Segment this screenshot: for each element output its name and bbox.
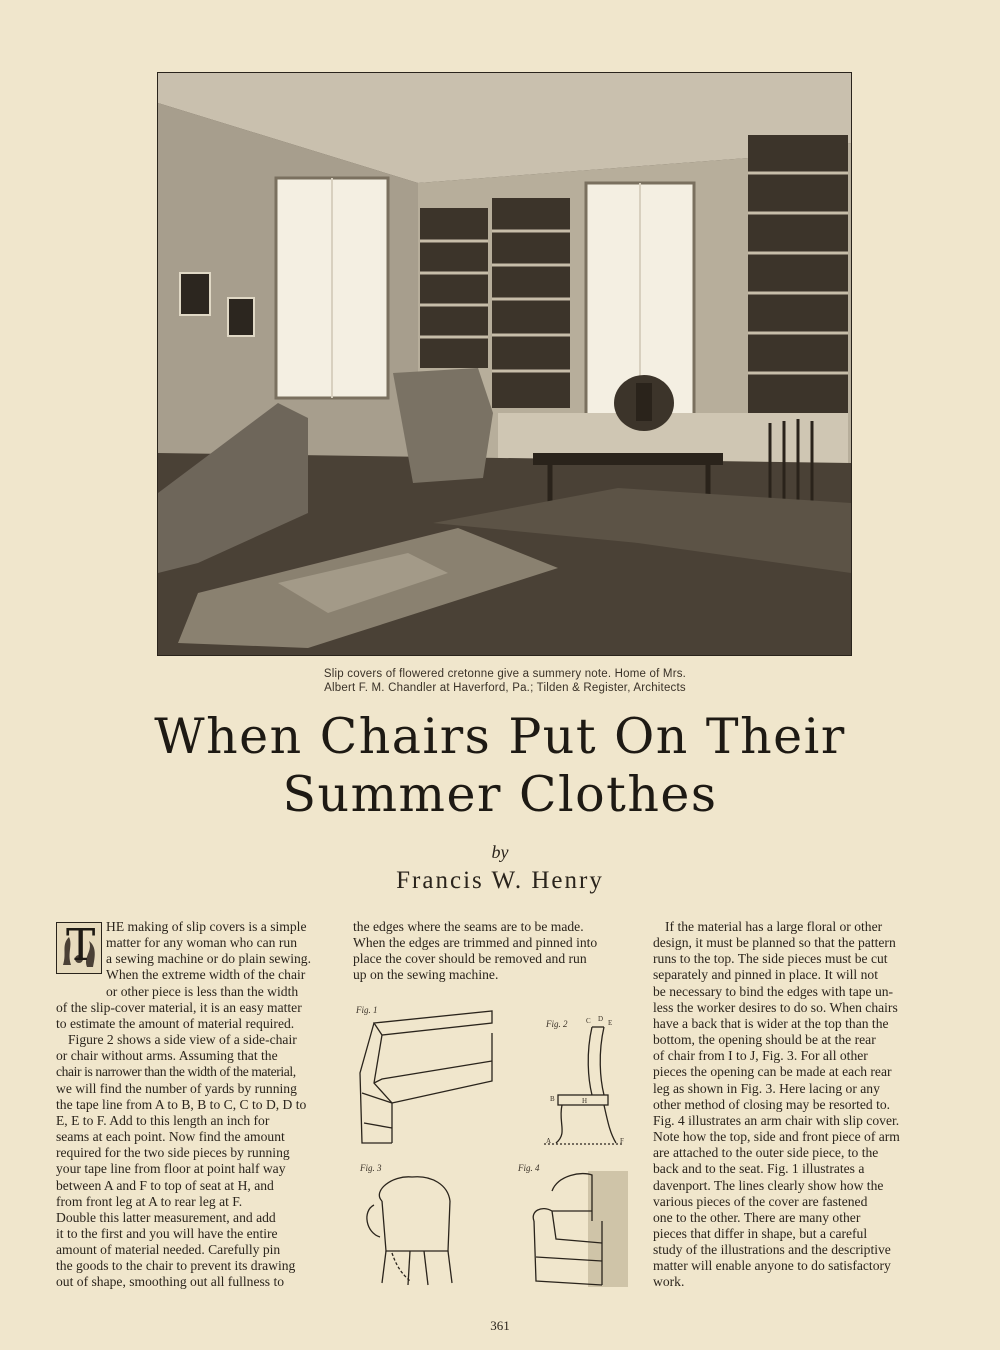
text-line: design, it must be planned so that the pattern: [653, 935, 896, 951]
text-line: required for the two side pieces by running: [56, 1145, 290, 1161]
figure-1-davenport: [352, 1003, 522, 1153]
text-column-1: [56, 919, 346, 1291]
text-line: your tape line from floor at point half way: [56, 1161, 286, 1177]
photo-caption: [150, 667, 860, 695]
drop-cap-letter: T: [66, 922, 96, 971]
figure-3-label: Fig. 3: [360, 1163, 382, 1173]
text-line: When the edges are trimmed and pinned into: [353, 935, 598, 951]
text-line: to estimate the amount of material required.: [56, 1015, 295, 1031]
text-line: are attached to the outer side piece, to the: [653, 1145, 879, 1161]
fig-2-letter-e: E: [608, 1019, 613, 1027]
text-line: various pieces of the cover are fastened: [653, 1193, 868, 1209]
fig-2-letter-a: A: [546, 1137, 552, 1145]
text-line: out of shape, smoothing out all fullness to: [56, 1274, 285, 1290]
text-line: the tape line from A to B, B to C, C to D, D to: [56, 1096, 307, 1112]
text-line: back and to the seat. Fig. 1 illustrates a: [653, 1161, 865, 1177]
text-line: matter will enable anyone to do satisfactory: [653, 1258, 891, 1274]
text-line: When the extreme width of the chair: [106, 967, 306, 983]
text-line: have a back that is wider at the top than the: [653, 1015, 889, 1031]
slip-cover-figures: [352, 1003, 648, 1293]
byline: by: [491, 842, 509, 862]
author-name: Francis W. Henry: [396, 867, 604, 894]
text-line: Figure 2 shows a side view of a side-chair: [68, 1032, 297, 1048]
figure-2-side-chair: [532, 1013, 642, 1153]
text-line: one to the other. There are many other: [653, 1209, 861, 1225]
fig-2-letter-c: C: [586, 1017, 591, 1025]
text-line: it to the first and you will have the entire: [56, 1225, 278, 1241]
text-line: E, E to F. Add to this length an inch for: [56, 1112, 270, 1128]
text-line: Note how the top, side and front piece of arm: [653, 1129, 900, 1145]
fig-2-letter-d: D: [598, 1015, 604, 1023]
text-line: we will find the number of yards by running: [56, 1080, 297, 1096]
text-line: work.: [653, 1274, 685, 1290]
title-line: Summer Clothes: [282, 766, 718, 823]
text-line: seams at each point. Now find the amount: [56, 1129, 285, 1145]
text-line: Fig. 4 illustrates an arm chair with slip cover.: [653, 1112, 900, 1128]
figure-4-label: Fig. 4: [518, 1163, 540, 1173]
text-line: between A and F to top of seat at H, and: [56, 1177, 274, 1193]
text-line: from front leg at A to rear leg at F.: [56, 1193, 243, 1209]
fig-2-letter-b: B: [550, 1095, 555, 1103]
text-line: up on the sewing machine.: [353, 967, 499, 983]
text-line: pieces that differ in shape, but a careful: [653, 1225, 868, 1241]
text-line: chair is narrower than the width of the material,: [56, 1064, 296, 1080]
text-line: of chair from I to J, Fig. 3. For all other: [653, 1048, 868, 1064]
text-line: or chair without arms. Assuming that the: [56, 1048, 278, 1064]
text-line: the edges where the seams are to be made.: [353, 919, 584, 934]
text-line: davenport. The lines clearly show how the: [653, 1177, 884, 1193]
text-line: other method of closing may be resorted to.: [653, 1096, 891, 1112]
text-line: runs to the top. The side pieces must be cut: [653, 951, 888, 967]
text-line: leg as shown in Fig. 3. Here lacing or any: [653, 1080, 880, 1096]
article-title: [60, 708, 940, 824]
fig-2-letter-h: H: [582, 1097, 588, 1105]
text-line: of the slip-cover material, it is an easy matter: [56, 999, 302, 1015]
text-line: place the cover should be removed and run: [353, 951, 587, 967]
text-line: HE making of slip covers is a simple: [106, 919, 307, 934]
text-line: a sewing machine or do plain sewing.: [106, 951, 311, 967]
figure-4-arm-chair: [512, 1161, 648, 1293]
page-number: 361: [490, 1318, 510, 1333]
fig-2-letter-f: F: [620, 1137, 624, 1145]
caption-line: Slip covers of flowered cretonne give a summery note. Home of Mrs.: [323, 668, 687, 680]
room-photograph: [157, 72, 852, 656]
text-line: pieces the opening can be made at each rear: [653, 1064, 892, 1080]
text-line: matter for any woman who can run: [106, 935, 298, 951]
title-line: When Chairs Put On Their: [154, 708, 846, 765]
text-line: If the material has a large floral or other: [665, 919, 883, 934]
text-line: or other piece is less than the width: [106, 983, 299, 999]
text-column-2: [353, 919, 643, 984]
figure-3-chair-rear: [352, 1161, 492, 1293]
text-line: separately and pinned in place. It will not: [653, 967, 878, 983]
text-line: the goods to the chair to prevent its drawing: [56, 1258, 296, 1274]
text-line: bottom, the opening should be at the rear: [653, 1032, 876, 1048]
text-line: be necessary to bind the edges with tape un-: [653, 983, 894, 999]
figure-1-label: Fig. 1: [356, 1005, 378, 1015]
figure-2-label: Fig. 2: [546, 1019, 568, 1029]
text-line: amount of material needed. Carefully pin: [56, 1242, 281, 1258]
text-line: study of the illustrations and the descriptive: [653, 1242, 891, 1258]
caption-line: Albert F. M. Chandler at Haverford, Pa.; Tilden & Register, Architects: [324, 682, 686, 694]
text-line: Double this latter measurement, and add: [56, 1209, 276, 1225]
text-line: less the worker desires to do so. When chairs: [653, 999, 898, 1015]
text-column-3: [653, 919, 943, 1291]
